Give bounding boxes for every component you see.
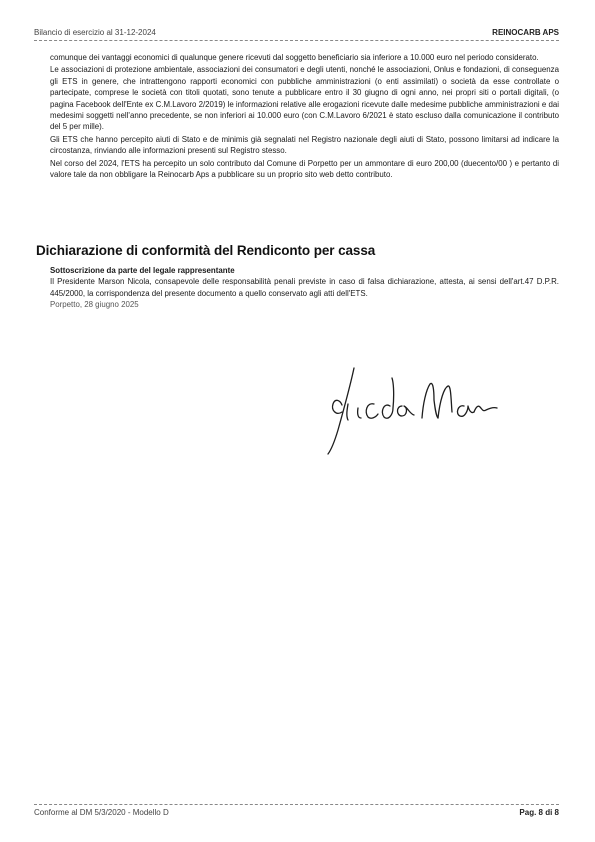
place-and-date: Porpetto, 28 giugno 2025	[50, 300, 139, 310]
paragraph-state-aid: Gli ETS che hanno percepito aiuti di Stato e de minimis già segnalati nel Registro nazionale degli aiuti di Stato, possono limitarsi ad indicare la circostanza, rinviando alle informazioni presenti sul Registro stesso.	[50, 134, 559, 156]
paragraph-contribution-2024: Nel corso del 2024, l'ETS ha percepito un solo contributo dal Comune di Porpetto per un ammontare di euro 200,00 (duecento/00 ) e pertanto di valore tale da non obbligare la Reinocarb Aps a pubblicare su un proprio sito web detto contributo.	[50, 158, 559, 180]
header-document-title: Bilancio di esercizio al 31-12-2024	[34, 28, 156, 37]
paragraph-publication-obligation: Le associazioni di protezione ambientale, associazioni dei consumatori e degli utenti, nonché le associazioni, Onlus e fondazioni, di conseguenza gli ETS in genere, che intrattengono rapporti economici con pubbliche amministrazioni (o enti assimilati) o società da esse controllate o partecipate, comprese le società con titoli quotati, sono tenute a pubblicare entro il 30 giugno di ogni anno, nei propri siti o portali digitali, (o pagina Facebook dell'Ente ex C.M.Lavoro 2/2019) le informazioni relative alle erogazioni ricevute dalle medesime pubbliche amministrazioni e dai medesimi soggetti nell'anno precedente, se non inferiori ai 10.000 euro (con C.M.Lavoro 6/2021 è stato escluso dalla comunicazione il contributo del 5 per mille).	[50, 65, 559, 132]
declaration-heading: Dichiarazione di conformità del Rendiconto per cassa	[36, 243, 376, 258]
declaration-text: Il Presidente Marson Nicola, consapevole delle responsabilità penali previste in caso di falsa dichiarazione, attesta, ai sensi dell'art.47 D.P.R. 445/2000, la corrispondenza del presente documento a quello conservato agli atti dell'ETS.	[50, 277, 559, 298]
handwritten-signature-icon	[318, 360, 498, 455]
footer-page-number: Pag. 8 di 8	[519, 808, 559, 817]
page-header	[34, 28, 559, 41]
header-organization-name: REINOCARB APS	[492, 28, 559, 37]
body-text	[50, 52, 559, 180]
paragraph-threshold: comunque dei vantaggi economici di qualunque genere ricevuti dal soggetto beneficiario sia inferiore a 10.000 euro nel periodo considerato.	[50, 53, 539, 62]
footer-model-reference: Conforme al DM 5/3/2020 - Modello D	[34, 808, 169, 817]
declaration-subtitle: Sottoscrizione da parte del legale rappresentante	[50, 266, 235, 275]
declaration-section	[50, 265, 559, 311]
page-footer	[34, 804, 559, 817]
